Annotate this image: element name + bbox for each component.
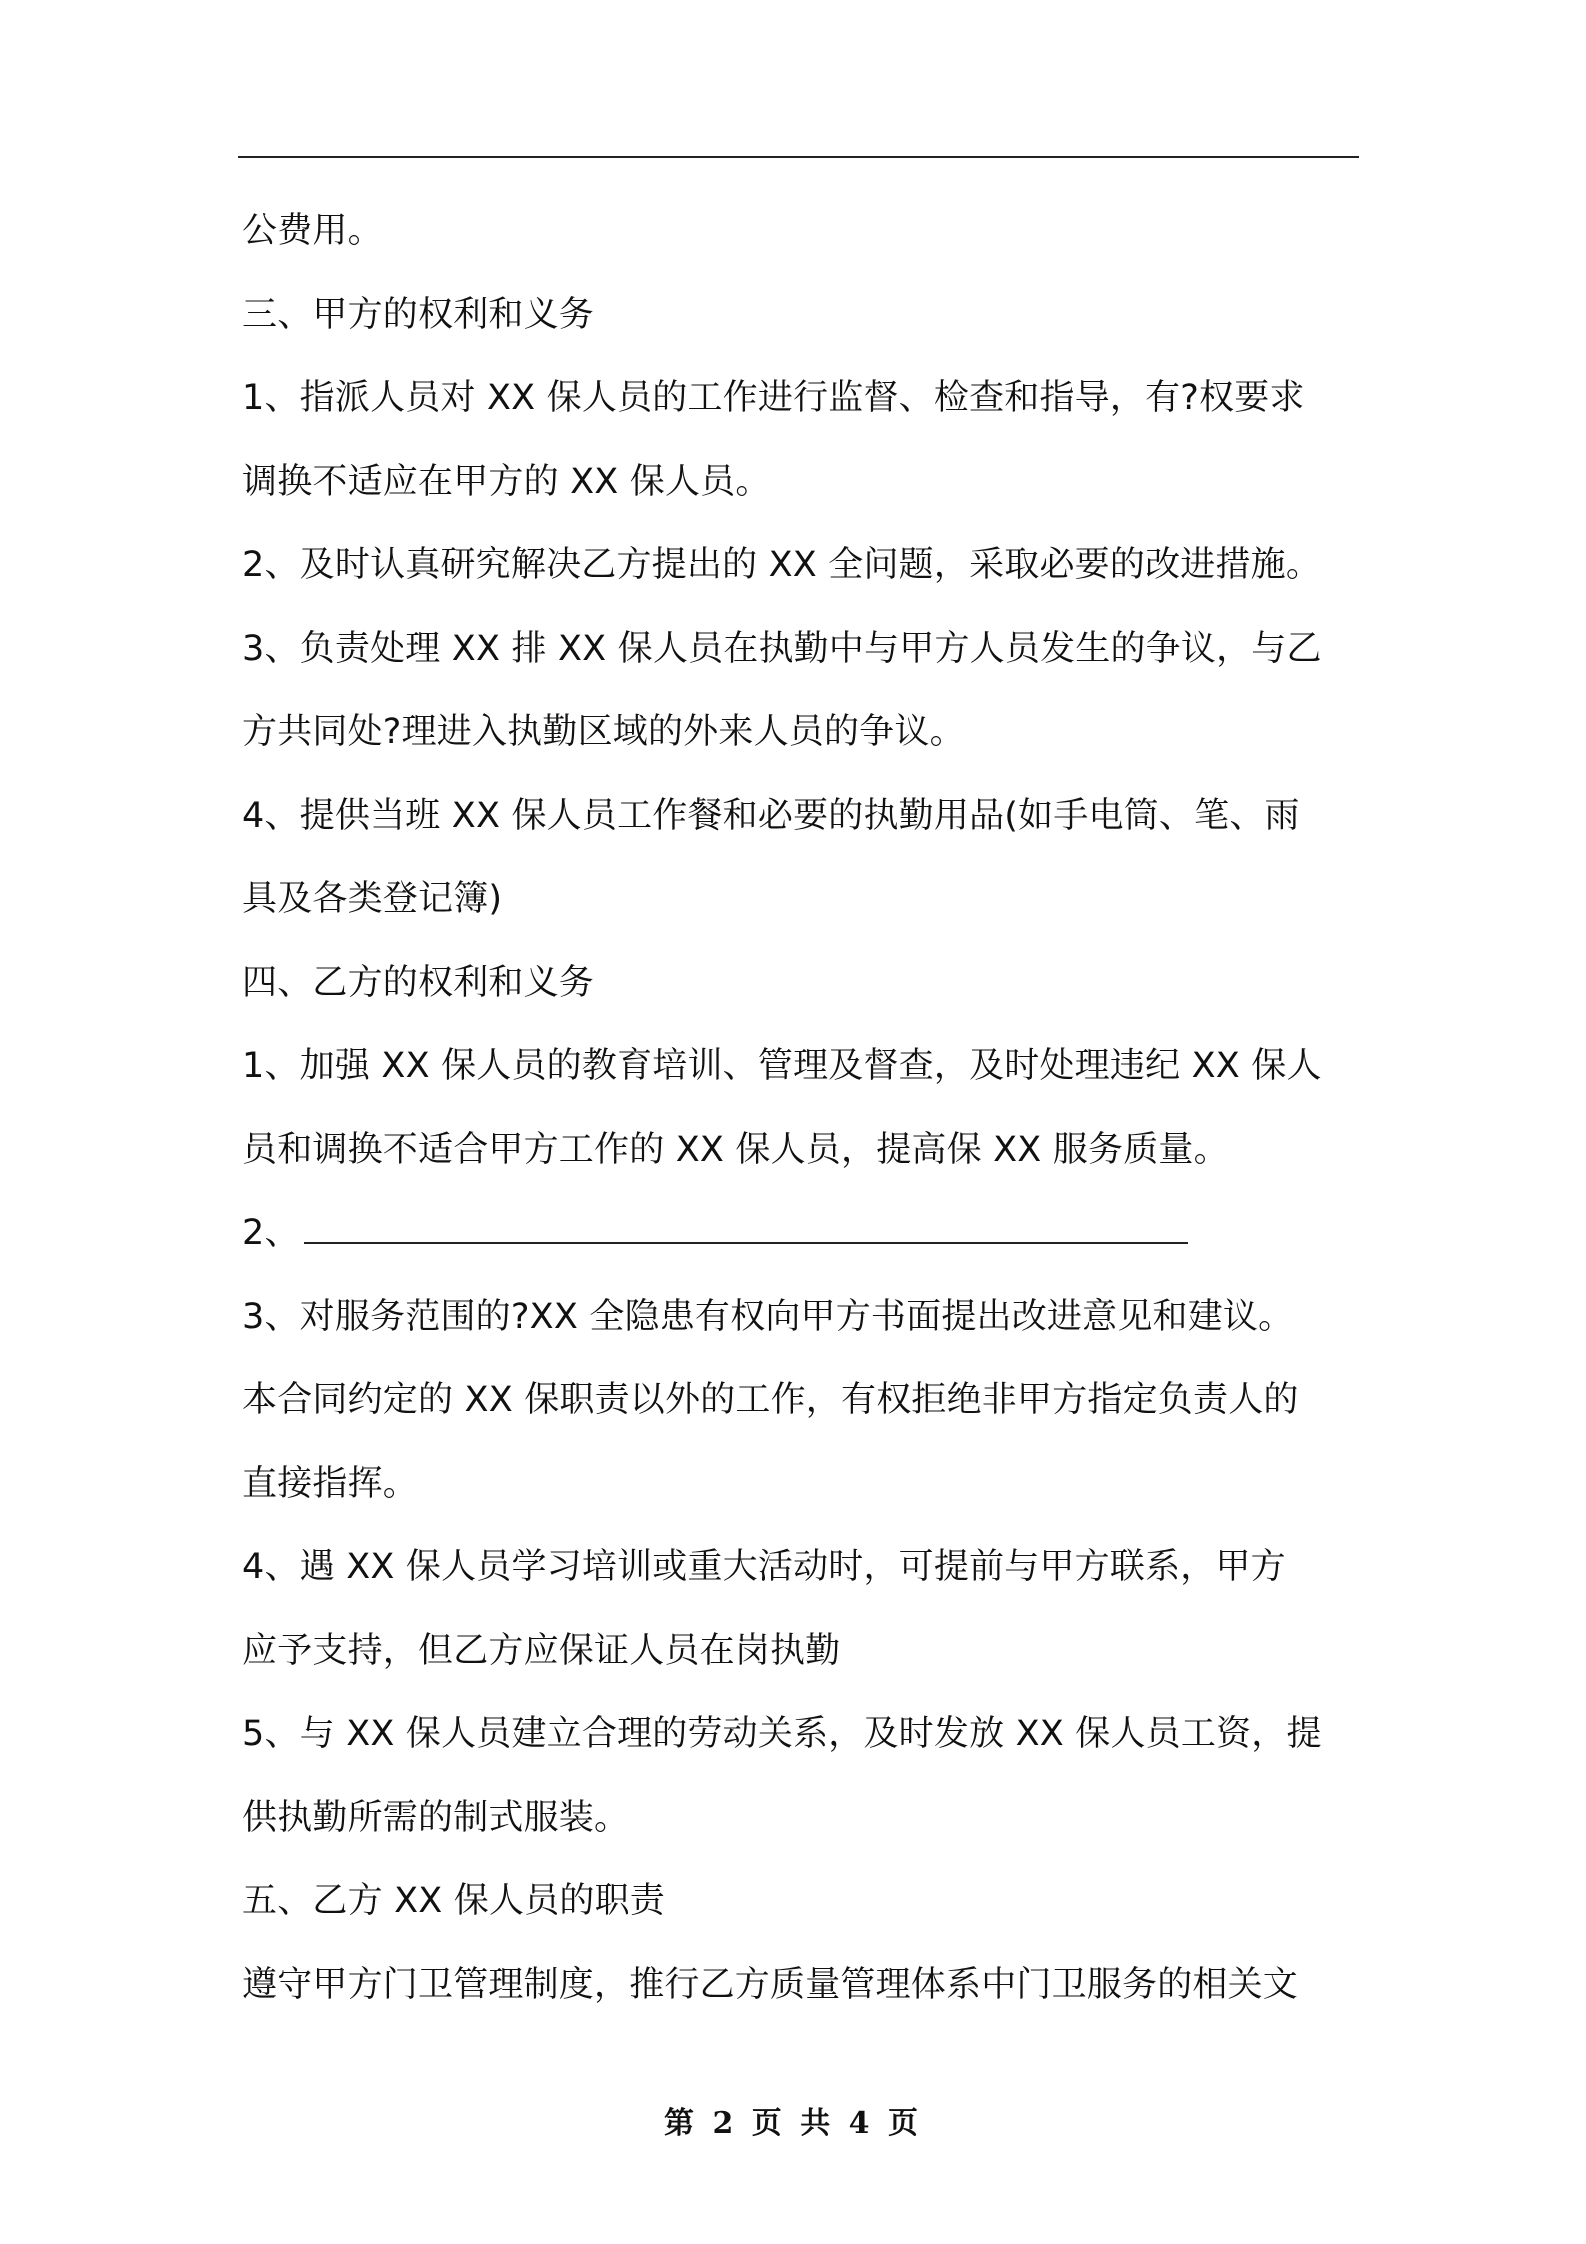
text-line: 4、遇 XX 保人员学习培训或重大活动时，可提前与甲方联系，甲方 (242, 1547, 1286, 1587)
text-line: 具及各类登记簿) (242, 879, 503, 919)
fill-in-line (242, 1192, 1362, 1276)
text-line: 3、对服务范围的?XX 全隐患有权向甲方书面提出改进意见和建议。 (242, 1296, 1294, 1337)
item-number: 2、 (242, 1213, 300, 1253)
text-line: 1、指派人员对 XX 保人员的工作进行监督、检查和指导，有?权要求 (242, 378, 1305, 418)
text-line: 4、提供当班 XX 保人员工作餐和必要的执勤用品(如手电筒、笔、雨 (242, 795, 1300, 836)
text-line: 公费用。 (242, 211, 383, 251)
document-body (242, 190, 1362, 2027)
text-line: 调换不适应在甲方的 XX 保人员。 (242, 461, 771, 502)
text-line: 2、及时认真研究解决乙方提出的 XX 全问题，采取必要的改进措施。 (242, 545, 1322, 585)
text-line: 供执勤所需的制式服装。 (242, 1797, 630, 1838)
text-line: 员和调换不适合甲方工作的 XX 保人员，提高保 XX 服务质量。 (242, 1129, 1229, 1170)
section-heading: 四、乙方的权利和义务 (242, 962, 595, 1003)
text-line: 3、负责处理 XX 排 XX 保人员在执勤中与甲方人员发生的争议，与乙 (242, 628, 1322, 669)
page-number: 第 2 页 共 4 页 (664, 2106, 922, 2141)
text-line: 本合同约定的 XX 保职责以外的工作，有权拒绝非甲方指定负责人的 (242, 1380, 1299, 1420)
text-line: 5、与 XX 保人员建立合理的劳动关系，及时发放 XX 保人员工资，提 (242, 1714, 1322, 1754)
text-line: 1、加强 XX 保人员的教育培训、管理及督查，及时处理违纪 XX 保人 (242, 1046, 1322, 1086)
text-line: 直接指挥。 (242, 1463, 419, 1504)
blank-underline (304, 1234, 1188, 1244)
section-heading: 五、乙方 XX 保人员的职责 (242, 1881, 666, 1921)
header-divider (238, 156, 1359, 158)
text-line: 遵守甲方门卫管理制度，推行乙方质量管理体系中门卫服务的相关文 (242, 1964, 1299, 2005)
text-line: 应予支持，但乙方应保证人员在岗执勤 (242, 1630, 841, 1671)
section-heading: 三、甲方的权利和义务 (242, 294, 595, 335)
text-line: 方共同处?理进入执勤区域的外来人员的争议。 (242, 712, 965, 752)
